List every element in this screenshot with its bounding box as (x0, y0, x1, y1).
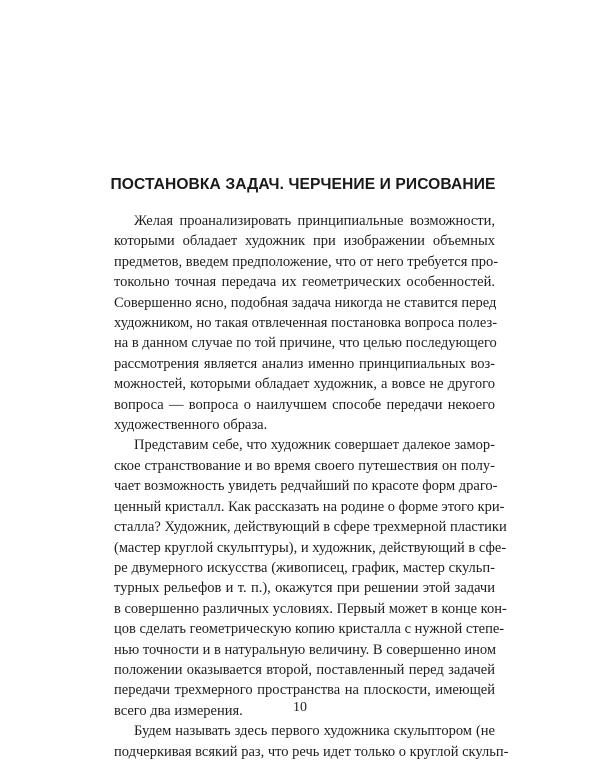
text-line: подчеркивая всякий раз, что речь идет только о круглой скульп- (114, 743, 509, 760)
text-line: Совершенно ясно, подобная задача никогда не ставится перед (114, 294, 497, 311)
text-line: на в данном случае по той причине, что целью последующего (114, 335, 497, 352)
text-line: турных рельефов и т. п.), окажутся при решении этой задачи (114, 580, 495, 597)
text-line: передачи трехмерного пространства на плоскости, имеющей (114, 682, 495, 699)
page-number: 10 (293, 700, 307, 715)
text-line: ре двумерного искусства (живописец, график, мастер скульп- (114, 559, 495, 576)
text-line: всего два измерения. (114, 702, 243, 719)
text-line: положении оказывается второй, поставленный перед задачей (114, 661, 495, 678)
body-text (114, 211, 509, 762)
text-line: рассмотрения является анализ именно принципиальных воз- (114, 355, 495, 372)
text-line: сталла? Художник, действующий в сфере трехмерной пластики (114, 519, 507, 536)
text-line: можностей, которыми обладает художник, а вовсе не другого (114, 376, 495, 393)
paragraph (114, 211, 499, 435)
text-line: цов сделать геометрическую копию кристалла с нужной степе- (114, 621, 505, 638)
text-line: ское странствование и во время своего путешествия он полу- (114, 457, 495, 474)
text-line: предметов, введем предположение, что от него требуется про- (114, 253, 499, 270)
text-line: Желая проанализировать принципиальные возможности, (134, 213, 495, 229)
text-line: (мастер круглой скульптуры), и художник, действующий в сфе- (114, 539, 507, 556)
text-line: в совершенно различных условиях. Первый может в конце кон- (114, 600, 507, 617)
text-line: Будем называть здесь первого художника скульптором (не (134, 723, 495, 740)
text-line: которыми обладает художник при изображении объемных (114, 233, 495, 250)
text-line: ценный кристалл. Как рассказать на родине о форме этого кри- (114, 498, 505, 515)
text-line: художником, но такая отвлеченная постановка вопроса полез- (114, 315, 498, 332)
section-heading: ПОСТАНОВКА ЗАДАЧ. ЧЕРЧЕНИЕ И РИСОВАНИЕ (110, 176, 496, 193)
paragraph (114, 721, 509, 762)
text-line: Представим себе, что художник совершает далекое замор- (134, 437, 495, 454)
text-line: нью точности и в натуральную величину. В совершенно ином (114, 641, 497, 658)
text-line: токольно точная передача их геометрических особенностей. (114, 274, 495, 291)
text-line: вопроса — вопроса о наилучшем способе передачи некоего (114, 396, 495, 413)
text-line: чает возможность увидеть редчайший по красоте форм драго- (114, 478, 498, 495)
paragraph (114, 435, 507, 721)
text-line: художественного образа. (114, 417, 268, 434)
